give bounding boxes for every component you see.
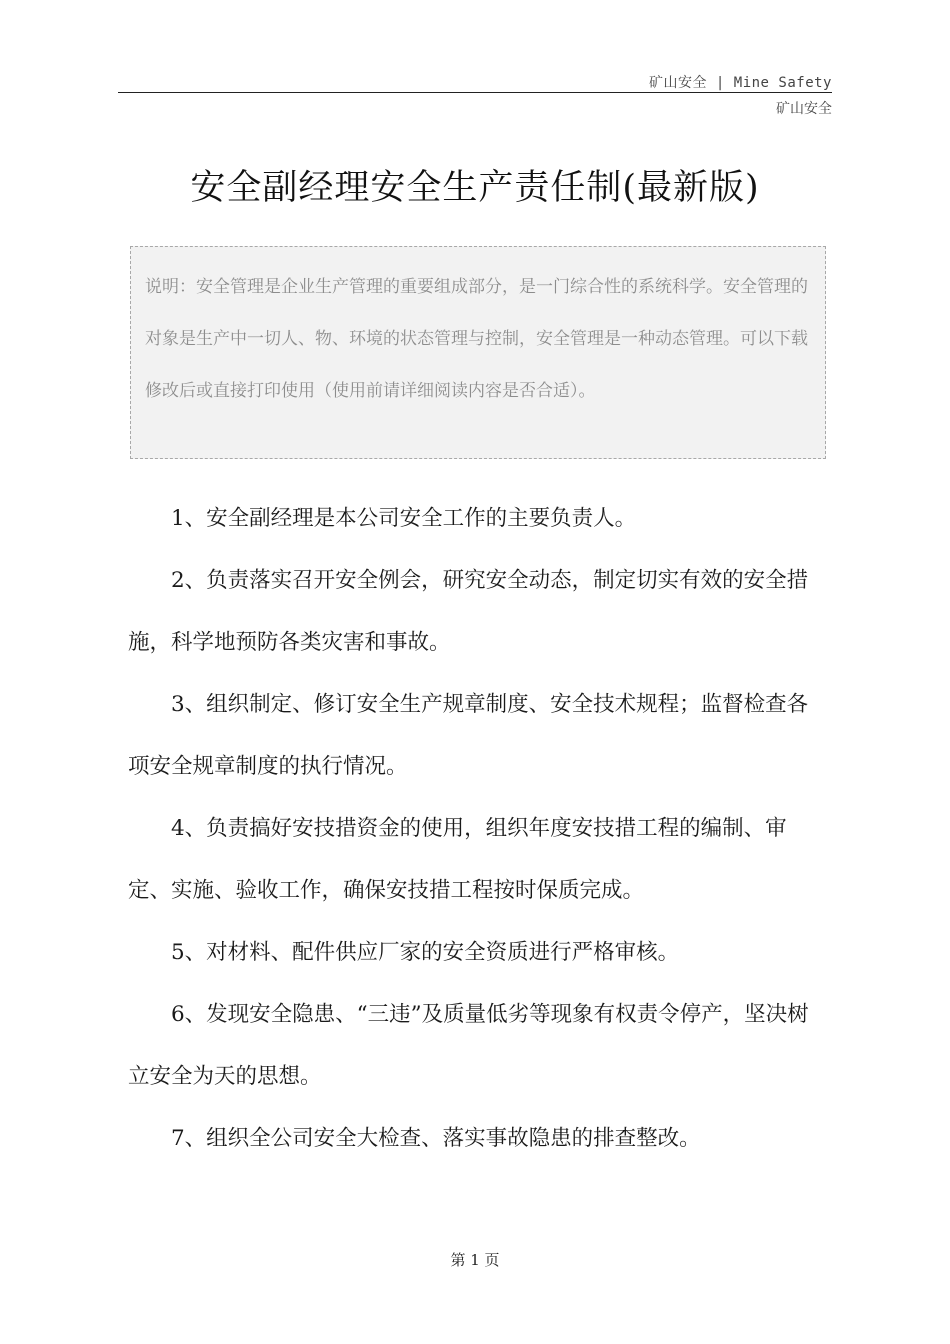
paragraph-1: 1、安全副经理是本公司安全工作的主要负责人。 [171,506,637,531]
paragraph-2: 2、负责落实召开安全例会，研究安全动态，制定切实有效的安全措施，科学地预防各类灾害和事故。 [128,568,809,655]
header-sub-label: 矿山安全 [776,101,832,117]
header-brand-line: 矿山安全 | Mine Safety [648,75,832,91]
paragraph-6: 6、发现安全隐患、“三违”及质量低劣等现象有权责令停产，坚决树立安全为天的思想。 [128,1002,809,1089]
document-body [128,488,828,1170]
document-title: 安全副经理安全生产责任制(最新版) [190,168,760,208]
note-box [130,246,826,459]
header-divider [118,92,832,93]
note-text: 说明：安全管理是企业生产管理的重要组成部分，是一门综合性的系统科学。安全管理的对象是生产中一切人、物、环境的状态管理与控制，安全管理是一种动态管理。可以下载修改后或直接打印使用（使用前请详细阅读内容是否合适）。 [145,277,808,401]
paragraph-5: 5、对材料、配件供应厂家的安全资质进行严格审核。 [171,940,680,965]
page-number: 第 1 页 [450,1251,500,1269]
paragraph-4: 4、负责搞好安技措资金的使用，组织年度安技措工程的编制、审定、实施、验收工作，确保安技措工程按时保质完成。 [128,816,787,903]
paragraph-7: 7、组织全公司安全大检查、落实事故隐患的排查整改。 [171,1126,701,1151]
paragraph-3: 3、组织制定、修订安全生产规章制度、安全技术规程；监督检查各项安全规章制度的执行情况。 [128,692,809,779]
